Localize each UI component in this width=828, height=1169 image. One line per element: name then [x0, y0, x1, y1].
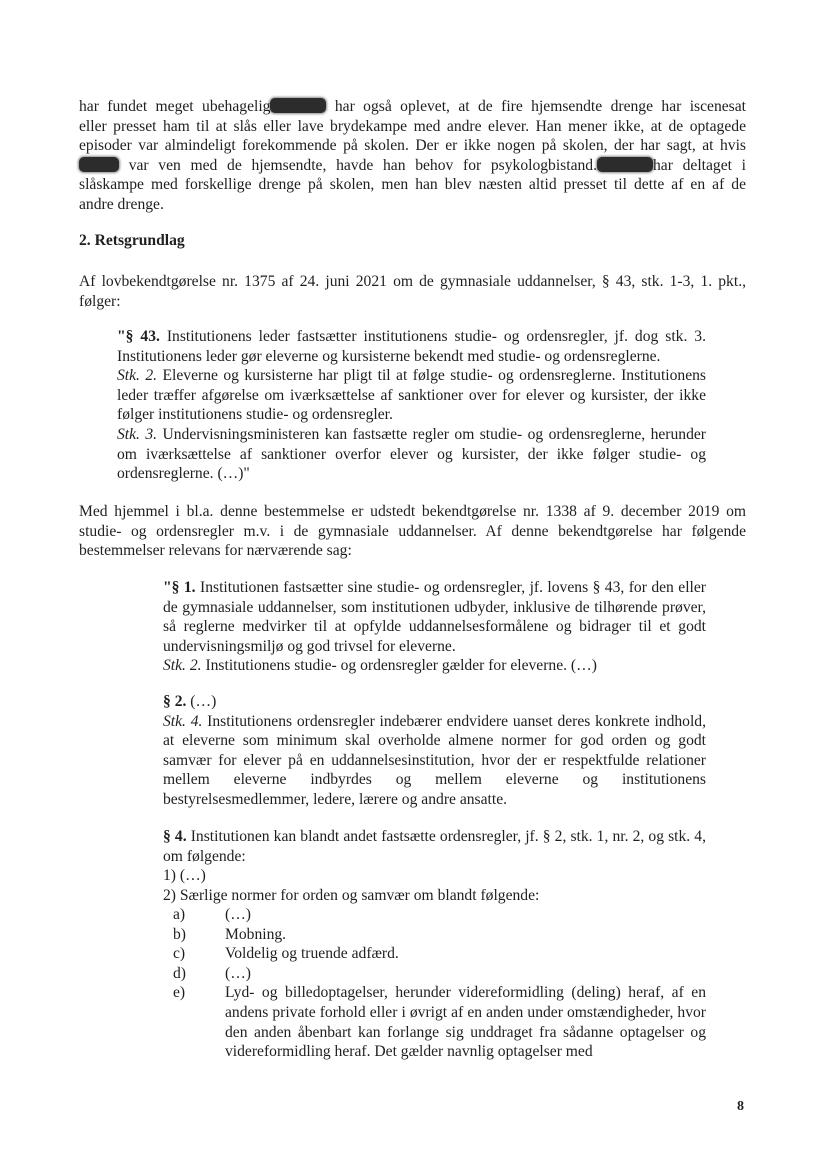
quote-stk-2: [117, 366, 706, 425]
page-number: 8: [737, 1099, 744, 1114]
list-item: [163, 964, 706, 984]
list-item: [163, 944, 706, 964]
redaction-mark: [79, 157, 119, 172]
section-text: Institutionen kan blandt andet fastsætte ordensregler, jf. § 2, stk. 1, nr. 2, og stk. 4, om følgende:: [163, 828, 707, 865]
stk-label: Stk. 2.: [163, 657, 202, 675]
quote-section-43: [117, 327, 706, 366]
intro-paragraph: [79, 97, 746, 215]
quote-section-2-stk-4: [163, 712, 706, 810]
intro-line-5: slåskampe med forskellige drenge på skolen, men han blev næsten altid presset til dette af en af de: [79, 176, 746, 194]
stk-label: Stk. 2.: [117, 367, 158, 385]
list-item-label: d): [173, 964, 186, 982]
quote-section-4: [163, 827, 706, 866]
quote-section-4-block: [163, 827, 706, 905]
quote-section-2-block: [163, 692, 706, 810]
list-item: [163, 983, 706, 1061]
section-number: "§ 1.: [163, 579, 196, 596]
text-fragment: har fundet meget ubehagelig: [79, 98, 271, 115]
stk-text: Eleverne og kursisterne har pligt til at følge studie- og ordensreglerne. Institutionens leder træffer afgørelse om iværksættelse af sanktioner over for elever og kursister, der ikke følger institutionens studie- og ordensregler.: [117, 367, 707, 424]
quote-section-1-stk-2: [163, 656, 706, 676]
list-item-text: (…): [225, 964, 251, 982]
intro-line-2: eller presset ham til at slås eller lave brydekampe med andre elever. Han mener ikke, at de optagede: [79, 117, 746, 135]
numbered-item-1: 1) (…): [163, 867, 206, 885]
redaction-mark: [597, 157, 653, 172]
stk-text: Institutionens studie- og ordensregler gælder for eleverne. (…): [201, 657, 597, 675]
middle-paragraph: Med hjemmel i bl.a. denne bestemmelse er udstedt bekendtgørelse nr. 1338 af 9. december 2019 om studie- og ordensregler m.v. i de gymnasiale uddannelser. Af denne bekendtgørelse har følgende bestemmelser relevans for nærværende sag:: [79, 503, 746, 560]
text-fragment: var ven med de hjemsendte, havde han behov for psykologbistand.: [128, 156, 597, 174]
list-item-text: Mobning.: [225, 925, 287, 943]
quote-paragraph-1: [117, 327, 706, 484]
section-number: § 2.: [163, 693, 187, 710]
stk-label: Stk. 4.: [163, 712, 203, 730]
numbered-item-2: 2) Særlige normer for orden og samvær om blandt følgende:: [163, 886, 540, 904]
stk-text: Institutionens ordensregler indebærer endvidere uanset deres konkrete indhold, at eleverne som minimum skal overholde almene normer for god orden og godt samvær for elever på en uddannelsesinstitution, hvor der er respektfulde relationer mellem eleverne indbyrdes og mellem eleverne og institutionens bestyrelsesmedlemmer, ledere, lærere og andre ansatte.: [163, 712, 706, 808]
list-item-label: b): [173, 925, 186, 943]
intro-line-1: [79, 97, 746, 117]
list-item: [163, 925, 706, 945]
list-item-text: (…): [225, 906, 251, 923]
section-heading: 2. Retsgrundlag: [79, 232, 185, 249]
stk-text: Undervisningsministeren kan fastsætte regler om studie- og ordensreglerne, herunder om iværksættelse af sanktioner overfor elever og kursister, der ikke følger studie- og ordensreglerne. (…)": [117, 425, 706, 483]
section-text: Institutionen fastsætter sine studie- og ordensregler, jf. lovens § 43, for den eller de gymnasiale uddannelser, som institutionen udbyder, inklusive de tilhørende prøver, så reglerne medvirker til at opfylde uddannelsesformålene og bidrager til et godt undervisningsmiljø og god trivsel for eleverne.: [163, 579, 706, 655]
section-text: (…): [186, 693, 217, 710]
section-text: Institutionens leder fastsætter institutionens studie- og ordensregler, jf. dog stk. 3. Institutionens leder gør eleverne og kursisterne bekendt med studie- og ordensreglerne.: [117, 328, 706, 365]
section-number: "§ 43.: [117, 328, 160, 345]
legal-intro-line-2: følger:: [79, 292, 121, 310]
redaction-mark: [270, 98, 326, 113]
intro-line-6: andre drenge.: [79, 195, 164, 213]
legal-intro-line-1: Af lovbekendtgørelse nr. 1375 af 24. juni 2021 om de gymnasiale uddannelser, § 43, stk. 1-3, 1. pkt.,: [79, 273, 746, 290]
stk-label: Stk. 3.: [117, 425, 158, 443]
list-item-text: Voldelig og truende adfærd.: [225, 945, 399, 963]
text-fragment: har deltaget i: [653, 156, 746, 174]
section-number: § 4.: [163, 828, 187, 845]
intro-line-3: episoder var almindeligt forekommende på skolen. Der er ikke nogen på skolen, der har sagt, at hvis: [79, 137, 746, 155]
legal-intro-paragraph: [79, 272, 746, 311]
quote-section-2: [163, 692, 706, 712]
quote-paragraph-2: [163, 578, 706, 676]
list-item: [163, 905, 706, 925]
text-fragment: har også oplevet, at de fire hjemsendte drenge har iscenesat: [334, 98, 746, 115]
quote-stk-3: [117, 425, 706, 484]
intro-line-4: [79, 156, 746, 176]
list-item-label: a): [173, 906, 186, 923]
list-item-label: c): [173, 945, 186, 963]
lettered-list: [163, 905, 706, 1062]
list-item-text: Lyd- og billedoptagelser, herunder videreformidling (deling) heraf, af en andens private forhold eller i øvrigt af en anden under omstændigheder, hvor den anden åbenbart kan forlange sig unddraget fra sådanne optagelser og videreformidling heraf. Det gælder navnlig optagelser med: [225, 984, 706, 1061]
quote-section-1: [163, 578, 706, 656]
list-item-label: e): [173, 984, 186, 1002]
